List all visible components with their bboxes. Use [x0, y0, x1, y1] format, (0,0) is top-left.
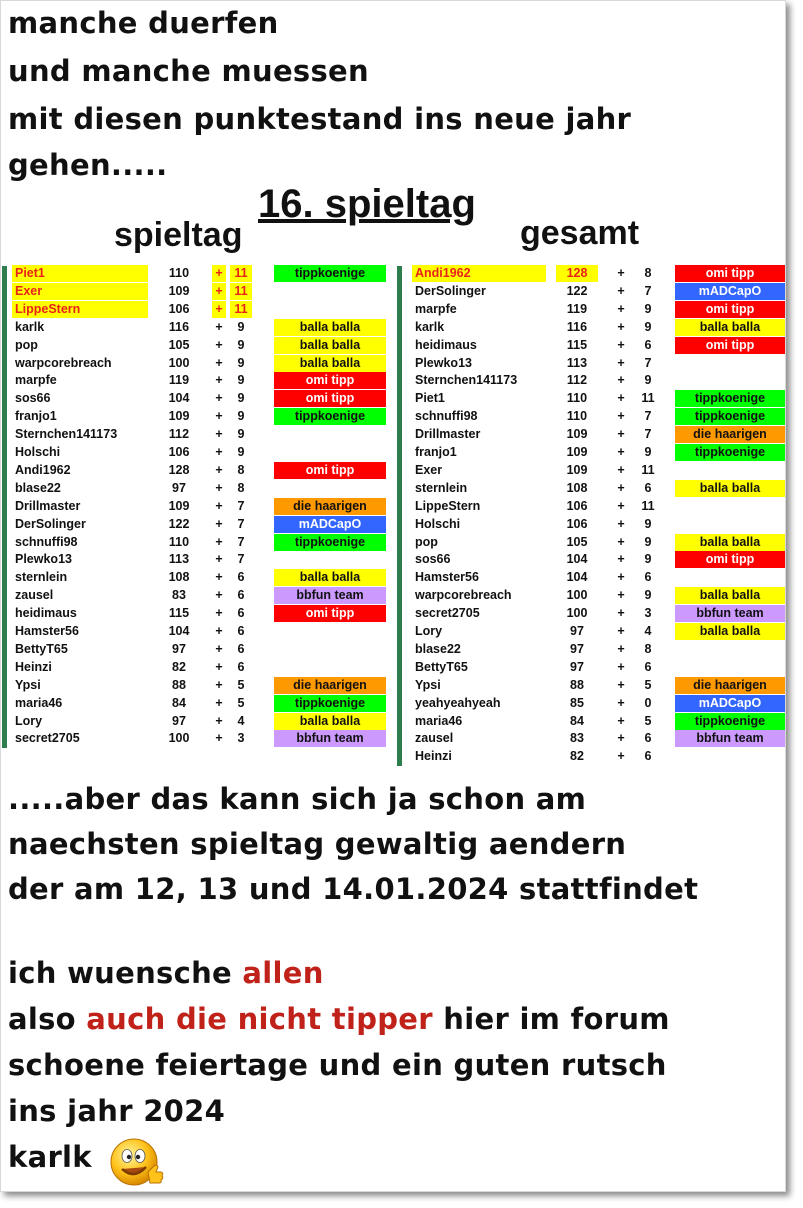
spieltag-row-plus: +: [212, 283, 226, 300]
gesamt-row-name: Sternchen141173: [415, 373, 518, 388]
gesamt-row-total: 97: [570, 641, 584, 656]
gesamt-row-name: pop: [415, 534, 438, 549]
spieltag-row-name: Heinzi: [15, 659, 52, 674]
gesamt-row-plus: +: [617, 427, 625, 442]
spieltag-row-points: 11: [230, 301, 252, 318]
wish-text: ich wuensche: [8, 956, 243, 990]
spieltag-row-team-badge: tippkoenige: [274, 265, 386, 282]
gesamt-row-name: Ypsi: [415, 677, 441, 692]
gesamt-row-name: heidimaus: [415, 337, 477, 352]
spieltag-row-team-badge: tippkoenige: [274, 408, 386, 425]
spieltag-row-team-badge: omi tipp: [274, 372, 386, 389]
spieltag-row-plus: +: [215, 516, 223, 531]
gesamt-row-name: sos66: [415, 552, 451, 567]
gesamt-header: gesamt: [520, 214, 640, 252]
spieltag-row-total: 105: [168, 337, 190, 352]
spieltag-row-points: 5: [237, 695, 245, 710]
gesamt-row-total: 116: [566, 319, 588, 334]
spieltag-row-total: 109: [168, 498, 190, 513]
spieltag-row-total: 119: [168, 373, 190, 388]
gesamt-row-points: 7: [644, 427, 652, 442]
right-table-bar: [397, 266, 402, 766]
gesamt-row-plus: +: [617, 337, 625, 352]
spieltag-row-name: Sternchen141173: [15, 427, 118, 442]
spieltag-row-points: 9: [237, 427, 245, 442]
gesamt-row-plus: +: [617, 677, 625, 692]
gesamt-row-total: 97: [570, 659, 584, 674]
spieltag-row-total: 100: [168, 731, 190, 746]
gesamt-row-team-badge: tippkoenige: [675, 713, 785, 730]
wish-line-2: [8, 1002, 670, 1036]
wish-line-4: ins jahr 2024: [8, 1094, 226, 1128]
gesamt-row-total: 110: [566, 391, 588, 406]
gesamt-row-total: 83: [570, 731, 584, 746]
gesamt-row-points: 5: [644, 713, 652, 728]
gesamt-row-team-badge: balla balla: [675, 534, 785, 551]
spieltag-row-points: 9: [237, 391, 245, 406]
spieltag-row-plus: +: [215, 534, 223, 549]
matchday-title: 16. spieltag: [258, 182, 476, 226]
gesamt-row-plus: +: [617, 588, 625, 603]
spieltag-row-points: 7: [237, 516, 245, 531]
spieltag-row-team-badge: die haarigen: [274, 677, 386, 694]
gesamt-row-plus: +: [617, 266, 625, 280]
gesamt-row-points: 11: [641, 498, 655, 513]
spieltag-row-name: Piet1: [12, 265, 148, 282]
gesamt-row-points: 6: [644, 570, 652, 585]
gesamt-row-plus: +: [617, 516, 625, 531]
spieltag-row-total: 97: [172, 641, 186, 656]
gesamt-row-total: 109: [566, 445, 588, 459]
gesamt-row-points: 6: [644, 749, 652, 764]
gesamt-row-total: 100: [566, 606, 588, 621]
spieltag-row-name: Holschi: [15, 445, 61, 459]
gesamt-row-total: 88: [570, 677, 584, 692]
spieltag-row-total: 109: [168, 283, 190, 298]
gesamt-row-team-badge: balla balla: [675, 587, 785, 604]
gesamt-row-team-badge: mADCapO: [675, 283, 785, 300]
gesamt-row-name: Hamster56: [415, 570, 479, 585]
spieltag-row-plus: +: [215, 498, 223, 513]
spieltag-row-plus: +: [215, 659, 223, 674]
spieltag-header: spieltag: [114, 216, 243, 254]
gesamt-row-name: yeahyeahyeah: [415, 695, 501, 710]
gesamt-row-points: 0: [644, 695, 652, 710]
gesamt-row-name: blase22: [415, 641, 461, 656]
spieltag-row-total: 110: [168, 534, 190, 549]
intro-line-1: manche duerfen: [8, 6, 279, 40]
spieltag-row-team-badge: tippkoenige: [274, 695, 386, 712]
gesamt-row-team-badge: omi tipp: [675, 551, 785, 568]
gesamt-row-plus: +: [617, 373, 625, 388]
wish-text: also: [8, 1002, 87, 1036]
spieltag-row-name: Exer: [12, 283, 148, 300]
spieltag-row-plus: +: [215, 552, 223, 567]
spieltag-row-name: sos66: [15, 391, 51, 406]
spieltag-row-plus: +: [215, 480, 223, 495]
spieltag-row-total: 97: [172, 713, 186, 728]
spieltag-row-total: 109: [168, 409, 190, 424]
gesamt-row-points: 7: [644, 355, 652, 370]
spieltag-row-team-badge: omi tipp: [274, 390, 386, 407]
gesamt-row-name: LippeStern: [415, 498, 481, 513]
wish-highlight: auch die nicht tipper: [86, 1002, 433, 1036]
gesamt-row-team-badge: omi tipp: [675, 337, 785, 354]
gesamt-row-plus: +: [617, 498, 625, 513]
gesamt-row-points: 7: [644, 283, 652, 298]
spieltag-row-points: 6: [237, 570, 245, 585]
spieltag-row-name: Ypsi: [15, 677, 41, 692]
spieltag-row-points: 9: [237, 319, 245, 334]
spieltag-row-points: 6: [237, 588, 245, 603]
spieltag-row-points: 8: [237, 462, 245, 477]
spieltag-row-team-badge: omi tipp: [274, 462, 386, 479]
spieltag-row-name: schnuffi98: [15, 534, 78, 549]
spieltag-row-name: franjo1: [15, 409, 57, 424]
spieltag-row-total: 113: [168, 552, 190, 567]
gesamt-row-points: 8: [644, 641, 652, 656]
intro-line-3: mit diesen punktestand ins neue jahr: [8, 102, 632, 136]
spieltag-row-team-badge: tippkoenige: [274, 534, 386, 551]
gesamt-row-name: Plewko13: [415, 355, 472, 370]
gesamt-row-points: 9: [644, 301, 652, 316]
gesamt-row-plus: +: [617, 462, 625, 477]
spieltag-row-total: 84: [172, 695, 186, 710]
gesamt-row-points: 6: [644, 731, 652, 746]
spieltag-row-plus: +: [215, 319, 223, 334]
gesamt-row-team-badge: bbfun team: [675, 605, 785, 622]
gesamt-row-plus: +: [617, 552, 625, 567]
gesamt-row-name: franjo1: [415, 445, 457, 459]
spieltag-row-points: 6: [237, 606, 245, 621]
spieltag-row-name: maria46: [15, 695, 63, 710]
spieltag-row-total: 128: [168, 462, 190, 477]
spieltag-row-plus: +: [215, 606, 223, 621]
gesamt-row-name: Lory: [415, 624, 443, 638]
spieltag-row-name: secret2705: [15, 731, 80, 746]
spieltag-row-plus: +: [212, 301, 226, 318]
spieltag-row-total: 106: [168, 301, 190, 316]
spieltag-row-team-badge: balla balla: [274, 319, 386, 336]
gesamt-row-plus: +: [617, 391, 625, 406]
spieltag-row-name: LippeStern: [12, 301, 148, 318]
gesamt-row-total: 110: [566, 409, 588, 424]
spieltag-row-name: blase22: [15, 480, 61, 495]
outro-line-1: .....aber das kann sich ja schon am: [8, 782, 587, 816]
spieltag-row-total: 100: [168, 355, 190, 370]
spieltag-row-points: 9: [237, 373, 245, 388]
gesamt-row-points: 9: [644, 516, 652, 531]
gesamt-row-plus: +: [617, 283, 625, 298]
gesamt-row-name: sternlein: [415, 480, 468, 495]
gesamt-row-plus: +: [617, 749, 625, 764]
gesamt-row-name: Exer: [415, 462, 443, 477]
gesamt-row-points: 9: [644, 373, 652, 388]
gesamt-row-team-badge: tippkoenige: [675, 390, 785, 407]
gesamt-row-team-badge: balla balla: [675, 623, 785, 640]
gesamt-row-team-badge: balla balla: [675, 319, 785, 336]
gesamt-row-points: 4: [644, 624, 652, 638]
spieltag-row-points: 6: [237, 659, 245, 674]
spieltag-row-points: 7: [237, 534, 245, 549]
spieltag-row-name: Drillmaster: [15, 498, 81, 513]
gesamt-row-name: marpfe: [415, 301, 457, 316]
spieltag-row-name: karlk: [15, 319, 45, 334]
spieltag-row-total: 112: [168, 427, 190, 442]
spieltag-row-name: heidimaus: [15, 606, 77, 621]
gesamt-row-plus: +: [617, 624, 625, 638]
gesamt-row-name: zausel: [415, 731, 454, 746]
spieltag-row-team-badge: balla balla: [274, 337, 386, 354]
gesamt-row-plus: +: [617, 570, 625, 585]
spieltag-row-total: 104: [168, 624, 190, 638]
spieltag-row-team-badge: die haarigen: [274, 498, 386, 515]
gesamt-row-total: 112: [566, 373, 588, 388]
gesamt-row-points: 7: [644, 409, 652, 424]
gesamt-row-team-badge: die haarigen: [675, 426, 785, 443]
gesamt-row-total: 84: [570, 713, 584, 728]
gesamt-row-total: 115: [566, 337, 588, 352]
spieltag-row-total: 88: [172, 677, 186, 692]
intro-line-2: und manche muessen: [8, 54, 369, 88]
spieltag-row-name: pop: [15, 337, 38, 352]
spieltag-row-plus: +: [215, 391, 223, 406]
gesamt-row-total: 105: [566, 534, 588, 549]
gesamt-row-plus: +: [617, 355, 625, 370]
gesamt-row-points: 11: [641, 462, 655, 477]
gesamt-row-total: 109: [566, 427, 588, 442]
spieltag-row-plus: +: [215, 624, 223, 638]
spieltag-row-total: 83: [172, 588, 186, 603]
gesamt-row-points: 6: [644, 659, 652, 674]
gesamt-row-team-badge: tippkoenige: [675, 444, 785, 461]
gesamt-row-plus: +: [617, 606, 625, 621]
gesamt-row-total: 119: [566, 301, 588, 316]
gesamt-row-plus: +: [617, 409, 625, 424]
spieltag-row-plus: +: [215, 355, 223, 370]
spieltag-row-points: 4: [237, 713, 245, 728]
outro-line-3: der am 12, 13 und 14.01.2024 stattfindet: [8, 872, 699, 906]
spieltag-row-plus: +: [215, 427, 223, 442]
gesamt-row-plus: +: [617, 319, 625, 334]
wish-highlight: allen: [242, 956, 324, 990]
spieltag-row-points: 11: [230, 283, 252, 300]
gesamt-row-total: 128: [556, 265, 598, 282]
gesamt-row-points: 6: [644, 337, 652, 352]
spieltag-row-points: 8: [237, 480, 245, 495]
spieltag-row-total: 97: [172, 480, 186, 495]
spieltag-row-team-badge: bbfun team: [274, 730, 386, 747]
gesamt-row-plus: +: [617, 731, 625, 746]
spieltag-row-team-badge: bbfun team: [274, 587, 386, 604]
spieltag-row-name: BettyT65: [15, 641, 68, 656]
gesamt-row-team-badge: omi tipp: [675, 301, 785, 318]
gesamt-row-name: schnuffi98: [415, 409, 478, 424]
gesamt-row-team-badge: mADCapO: [675, 695, 785, 712]
spieltag-row-points: 7: [237, 552, 245, 567]
gesamt-row-total: 82: [570, 749, 584, 764]
spieltag-row-points: 6: [237, 624, 245, 638]
gesamt-row-points: 9: [644, 319, 652, 334]
gesamt-row-total: 108: [566, 480, 588, 495]
gesamt-row-total: 85: [570, 695, 584, 710]
gesamt-row-total: 122: [566, 283, 588, 298]
spieltag-row-team-badge: mADCapO: [274, 516, 386, 533]
spieltag-row-name: warpcorebreach: [15, 355, 112, 370]
spieltag-row-plus: +: [212, 265, 226, 282]
spieltag-row-total: 108: [168, 570, 190, 585]
gesamt-row-team-badge: bbfun team: [675, 730, 785, 747]
outro-line-2: naechsten spieltag gewaltig aendern: [8, 827, 627, 861]
spieltag-row-points: 9: [237, 409, 245, 424]
spieltag-row-name: sternlein: [15, 570, 68, 585]
spieltag-row-plus: +: [215, 731, 223, 746]
spieltag-row-plus: +: [215, 409, 223, 424]
gesamt-row-total: 113: [566, 355, 588, 370]
gesamt-row-points: 5: [644, 677, 652, 692]
gesamt-row-name: Piet1: [415, 391, 445, 406]
spieltag-row-plus: +: [215, 337, 223, 352]
spieltag-row-name: DerSolinger: [15, 516, 86, 531]
wish-line-3: schoene feiertage und ein guten rutsch: [8, 1048, 667, 1082]
spieltag-row-team-badge: balla balla: [274, 713, 386, 730]
gesamt-row-plus: +: [617, 713, 625, 728]
wish-line-1: [8, 956, 324, 990]
gesamt-row-name: secret2705: [415, 606, 480, 621]
spieltag-row-points: 9: [237, 337, 245, 352]
wish-text: hier im forum: [432, 1002, 670, 1036]
spieltag-row-points: 11: [230, 265, 252, 282]
spieltag-row-points: 9: [237, 355, 245, 370]
gesamt-row-points: 3: [644, 606, 652, 621]
gesamt-row-team-badge: tippkoenige: [675, 408, 785, 425]
gesamt-row-points: 9: [644, 445, 652, 459]
gesamt-row-name: Heinzi: [415, 749, 452, 764]
spieltag-row-plus: +: [215, 570, 223, 585]
spieltag-row-name: marpfe: [15, 373, 57, 388]
spieltag-row-total: 82: [172, 659, 186, 674]
gesamt-row-team-badge: die haarigen: [675, 677, 785, 694]
gesamt-row-total: 109: [566, 462, 588, 477]
gesamt-row-name: Andi1962: [412, 265, 546, 282]
gesamt-row-points: 9: [644, 588, 652, 603]
spieltag-row-name: Hamster56: [15, 624, 79, 638]
gesamt-row-points: 6: [644, 480, 652, 495]
gesamt-row-name: warpcorebreach: [415, 588, 512, 603]
gesamt-row-name: Holschi: [415, 516, 461, 531]
spieltag-row-plus: +: [215, 373, 223, 388]
gesamt-row-team-badge: balla balla: [675, 480, 785, 497]
gesamt-row-total: 104: [566, 552, 588, 567]
spieltag-row-plus: +: [215, 445, 223, 459]
spieltag-row-points: 9: [237, 445, 245, 459]
spieltag-row-plus: +: [215, 713, 223, 728]
gesamt-row-points: 11: [641, 391, 655, 406]
spieltag-row-points: 7: [237, 498, 245, 513]
spieltag-row-points: 3: [237, 731, 245, 746]
spieltag-row-plus: +: [215, 677, 223, 692]
gesamt-row-points: 8: [644, 266, 652, 280]
spieltag-row-team-badge: balla balla: [274, 569, 386, 586]
spieltag-row-name: zausel: [15, 588, 54, 603]
spieltag-row-team-badge: omi tipp: [274, 605, 386, 622]
left-table-bar: [2, 266, 7, 748]
spieltag-row-name: Lory: [15, 713, 43, 728]
gesamt-row-team-badge: omi tipp: [675, 265, 785, 282]
spieltag-row-total: 110: [168, 266, 190, 280]
gesamt-row-total: 106: [566, 516, 588, 531]
signature: karlk: [8, 1140, 92, 1174]
spieltag-row-total: 122: [168, 516, 190, 531]
gesamt-row-points: 9: [644, 552, 652, 567]
spieltag-row-total: 116: [168, 319, 190, 334]
spieltag-row-name: Plewko13: [15, 552, 72, 567]
spieltag-row-total: 104: [168, 391, 190, 406]
gesamt-row-total: 106: [566, 498, 588, 513]
gesamt-row-total: 100: [566, 588, 588, 603]
gesamt-row-total: 104: [566, 570, 588, 585]
gesamt-row-name: DerSolinger: [415, 283, 486, 298]
spieltag-row-plus: +: [215, 588, 223, 603]
gesamt-row-plus: +: [617, 659, 625, 674]
gesamt-row-points: 9: [644, 534, 652, 549]
gesamt-row-plus: +: [617, 301, 625, 316]
spieltag-row-plus: +: [215, 641, 223, 656]
gesamt-row-name: maria46: [415, 713, 463, 728]
spieltag-row-name: Andi1962: [15, 462, 71, 477]
thumbs-up-smiley-icon: [108, 1136, 164, 1192]
gesamt-row-plus: +: [617, 534, 625, 549]
gesamt-row-plus: +: [617, 445, 625, 459]
intro-line-4: gehen.....: [8, 148, 168, 182]
gesamt-row-plus: +: [617, 641, 625, 656]
spieltag-row-plus: +: [215, 462, 223, 477]
gesamt-row-plus: +: [617, 695, 625, 710]
spieltag-row-points: 5: [237, 677, 245, 692]
spieltag-row-team-badge: balla balla: [274, 355, 386, 372]
spieltag-row-points: 6: [237, 641, 245, 656]
spieltag-row-total: 115: [168, 606, 190, 621]
gesamt-row-name: Drillmaster: [415, 427, 481, 442]
gesamt-row-name: BettyT65: [415, 659, 468, 674]
spieltag-row-total: 106: [168, 445, 190, 459]
gesamt-row-name: karlk: [415, 319, 445, 334]
gesamt-row-plus: +: [617, 480, 625, 495]
gesamt-row-total: 97: [570, 624, 584, 638]
spieltag-row-plus: +: [215, 695, 223, 710]
